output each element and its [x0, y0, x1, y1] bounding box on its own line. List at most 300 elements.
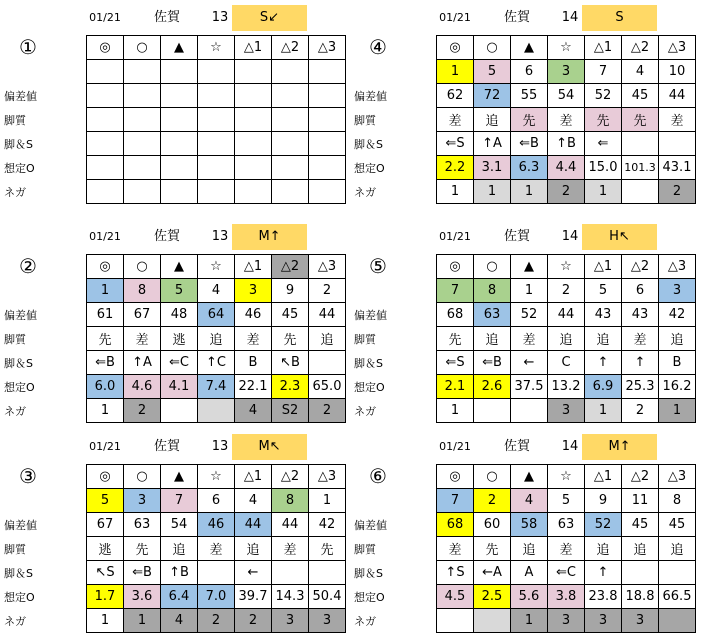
expected-odds-cell: 2.1 — [437, 375, 474, 399]
mark-header-cell: ◎ — [87, 36, 124, 60]
deviation-cell: 54 — [161, 513, 198, 537]
running-style-cell: 逃 — [87, 537, 124, 561]
row-label: 脚＆S — [4, 138, 33, 151]
mark-header-cell: △1 — [585, 255, 622, 279]
venue-name: 佐賀 — [503, 229, 530, 244]
row-label: 脚＆S — [4, 357, 33, 370]
expected-odds-cell: 4.6 — [124, 375, 161, 399]
negative-cell — [161, 180, 198, 204]
expected-odds-cell — [87, 156, 124, 180]
running-style-cell: 追 — [585, 537, 622, 561]
style-score-cell: ← — [235, 561, 272, 585]
horse-number-cell: 11 — [622, 489, 659, 513]
running-style-cell — [309, 108, 346, 132]
mark-header-cell: △1 — [235, 255, 272, 279]
running-style-cell: 差 — [124, 327, 161, 351]
horse-number-cell: 5 — [585, 279, 622, 303]
style-score-cell: ← — [511, 351, 548, 375]
prediction-panel — [354, 434, 726, 634]
expected-odds-cell — [235, 156, 272, 180]
negative-cell: 2 — [622, 399, 659, 423]
prediction-table — [436, 35, 696, 204]
expected-odds-cell: 25.3 — [622, 375, 659, 399]
deviation-cell: 63 — [124, 513, 161, 537]
horse-number-cell: 3 — [124, 489, 161, 513]
style-score-cell — [124, 132, 161, 156]
running-style-cell: 先 — [309, 537, 346, 561]
style-score-cell — [659, 132, 696, 156]
style-score-row — [87, 561, 346, 585]
style-score-row — [87, 132, 346, 156]
deviation-cell: 52 — [585, 513, 622, 537]
style-score-cell: ⇐B — [87, 351, 124, 375]
horse-number-cell: 2 — [548, 279, 585, 303]
negative-cell: 2 — [659, 180, 696, 204]
mark-header-cell: △1 — [235, 36, 272, 60]
negative-cell: 1 — [437, 180, 474, 204]
style-score-row — [437, 561, 696, 585]
mark-header-cell: △3 — [309, 255, 346, 279]
expected-odds-row — [437, 156, 696, 180]
deviation-cell: 54 — [548, 84, 585, 108]
row-label: 脚＆S — [354, 357, 383, 370]
style-score-cell: ⇐B — [474, 351, 511, 375]
style-score-cell: ↑S — [437, 561, 474, 585]
horse-number-cell: 7 — [585, 60, 622, 84]
style-score-cell: ⇐S — [437, 132, 474, 156]
horse-number-row — [437, 279, 696, 303]
horse-number-cell: 6 — [622, 279, 659, 303]
row-label: 偏差値 — [354, 519, 387, 532]
horse-number-cell — [198, 60, 235, 84]
running-style-cell — [87, 108, 124, 132]
running-style-cell: 差 — [511, 327, 548, 351]
style-score-cell: ⇐C — [161, 351, 198, 375]
style-score-cell: ↑ — [622, 351, 659, 375]
negative-cell — [622, 180, 659, 204]
expected-odds-cell: 4.1 — [161, 375, 198, 399]
negative-cell: 1 — [87, 609, 124, 633]
running-style-cell: 差 — [198, 537, 235, 561]
deviation-cell: 44 — [309, 303, 346, 327]
running-style-cell: 差 — [235, 327, 272, 351]
track-condition: S — [582, 5, 657, 31]
expected-odds-cell: 101.3 — [622, 156, 659, 180]
row-label: ネガ — [4, 405, 26, 418]
expected-odds-cell: 18.8 — [622, 585, 659, 609]
track-condition: M↑ — [232, 224, 307, 250]
expected-odds-cell: 39.7 — [235, 585, 272, 609]
negative-row — [87, 399, 346, 423]
expected-odds-cell — [309, 156, 346, 180]
race-number: 13 — [211, 10, 229, 25]
row-label: 脚質 — [354, 333, 376, 346]
row-label: 偏差値 — [4, 90, 37, 103]
running-style-cell — [161, 108, 198, 132]
running-style-cell: 追 — [585, 327, 622, 351]
horse-number-row — [87, 279, 346, 303]
mark-header-cell: ◎ — [437, 36, 474, 60]
expected-odds-cell: 43.1 — [659, 156, 696, 180]
row-label: 偏差値 — [4, 309, 37, 322]
venue-name: 佐賀 — [153, 10, 180, 25]
row-label: 偏差値 — [4, 519, 37, 532]
race-number: 14 — [561, 10, 579, 25]
horse-number-cell: 1 — [437, 60, 474, 84]
negative-cell: 2 — [198, 609, 235, 633]
row-label: 脚質 — [4, 543, 26, 556]
row-label: ネガ — [354, 405, 376, 418]
panel-number: ⑥ — [369, 464, 387, 488]
deviation-cell: 46 — [235, 303, 272, 327]
horse-number-cell: 6 — [511, 60, 548, 84]
running-style-cell: 追 — [474, 327, 511, 351]
mark-header-cell: ○ — [474, 465, 511, 489]
horse-number-cell — [87, 60, 124, 84]
horse-number-cell: 10 — [659, 60, 696, 84]
mark-header-cell: △3 — [309, 465, 346, 489]
race-date: 01/21 — [439, 230, 471, 243]
deviation-cell: 45 — [659, 513, 696, 537]
expected-odds-cell: 13.2 — [548, 375, 585, 399]
deviation-cell: 42 — [659, 303, 696, 327]
negative-cell — [198, 399, 235, 423]
horse-number-cell: 1 — [511, 279, 548, 303]
deviation-cell: 45 — [272, 303, 309, 327]
race-number: 13 — [211, 439, 229, 454]
deviation-cell: 45 — [622, 513, 659, 537]
horse-number-cell: 6 — [198, 489, 235, 513]
deviation-cell — [198, 84, 235, 108]
running-style-row — [87, 327, 346, 351]
venue-name: 佐賀 — [153, 229, 180, 244]
horse-number-cell — [235, 60, 272, 84]
horse-number-cell: 4 — [198, 279, 235, 303]
style-score-cell: ↖B — [272, 351, 309, 375]
prediction-table — [436, 254, 696, 423]
style-score-cell — [161, 132, 198, 156]
mark-header-cell: ▲ — [511, 465, 548, 489]
row-label: 想定O — [4, 162, 35, 175]
expected-odds-row — [87, 375, 346, 399]
venue-name: 佐賀 — [153, 439, 180, 454]
running-style-cell: 追 — [474, 108, 511, 132]
running-style-cell — [124, 108, 161, 132]
running-style-row — [437, 327, 696, 351]
style-score-cell: ↑A — [124, 351, 161, 375]
running-style-cell: 追 — [659, 537, 696, 561]
style-score-cell — [622, 132, 659, 156]
expected-odds-cell: 2.5 — [474, 585, 511, 609]
deviation-cell: 67 — [87, 513, 124, 537]
style-score-cell: B — [659, 351, 696, 375]
race-date: 01/21 — [89, 440, 121, 453]
deviation-cell — [161, 84, 198, 108]
style-score-cell — [309, 561, 346, 585]
horse-number-cell: 8 — [124, 279, 161, 303]
prediction-table — [86, 35, 346, 204]
prediction-panel — [354, 224, 726, 424]
negative-cell — [659, 609, 696, 633]
running-style-cell — [235, 108, 272, 132]
deviation-cell: 63 — [548, 513, 585, 537]
row-label: 偏差値 — [354, 90, 387, 103]
negative-cell: 2 — [309, 399, 346, 423]
track-condition: M↖ — [232, 434, 307, 460]
running-style-cell: 追 — [161, 537, 198, 561]
deviation-cell — [124, 84, 161, 108]
style-score-cell — [309, 351, 346, 375]
horse-number-cell: 3 — [548, 60, 585, 84]
row-label: 偏差値 — [354, 309, 387, 322]
expected-odds-cell: 3.1 — [474, 156, 511, 180]
mark-header-cell: ○ — [124, 255, 161, 279]
horse-number-cell: 3 — [659, 279, 696, 303]
mark-header-cell: △2 — [622, 255, 659, 279]
style-score-cell — [87, 132, 124, 156]
style-score-cell — [309, 132, 346, 156]
deviation-cell: 67 — [124, 303, 161, 327]
deviation-cell: 48 — [161, 303, 198, 327]
panel-number: ④ — [369, 35, 387, 59]
horse-number-cell: 1 — [87, 279, 124, 303]
negative-cell — [511, 399, 548, 423]
horse-number-cell: 5 — [474, 60, 511, 84]
horse-number-cell: 7 — [437, 489, 474, 513]
race-date: 01/21 — [89, 11, 121, 24]
mark-header-cell: ▲ — [161, 36, 198, 60]
negative-cell: 4 — [161, 609, 198, 633]
running-style-cell: 先 — [437, 327, 474, 351]
panel-number: ③ — [19, 464, 37, 488]
deviation-cell — [235, 84, 272, 108]
negative-cell — [474, 609, 511, 633]
row-label: 脚質 — [354, 543, 376, 556]
style-score-cell: B — [235, 351, 272, 375]
expected-odds-cell: 2.6 — [474, 375, 511, 399]
mark-header-cell: ▲ — [161, 465, 198, 489]
negative-cell: 1 — [124, 609, 161, 633]
expected-odds-cell: 6.4 — [161, 585, 198, 609]
mark-header-cell: ◎ — [87, 465, 124, 489]
style-score-cell: ⇐ — [585, 132, 622, 156]
running-style-cell: 先 — [124, 537, 161, 561]
expected-odds-row — [87, 156, 346, 180]
style-score-cell: ↑C — [198, 351, 235, 375]
expected-odds-cell: 65.0 — [309, 375, 346, 399]
deviation-cell: 52 — [585, 84, 622, 108]
negative-cell — [87, 180, 124, 204]
running-style-row — [437, 108, 696, 132]
mark-header-cell: ☆ — [548, 36, 585, 60]
negative-row — [437, 609, 696, 633]
running-style-cell: 追 — [511, 537, 548, 561]
deviation-cell: 44 — [548, 303, 585, 327]
row-label: ネガ — [4, 615, 26, 628]
expected-odds-cell: 6.9 — [585, 375, 622, 399]
running-style-cell: 追 — [235, 537, 272, 561]
negative-cell — [124, 180, 161, 204]
deviation-cell: 43 — [622, 303, 659, 327]
row-label: 脚質 — [4, 114, 26, 127]
expected-odds-cell: 50.4 — [309, 585, 346, 609]
race-date: 01/21 — [439, 11, 471, 24]
style-score-cell — [198, 132, 235, 156]
running-style-cell: 先 — [474, 537, 511, 561]
negative-cell: S2 — [272, 399, 309, 423]
horse-number-cell: 5 — [161, 279, 198, 303]
mark-header-cell: ☆ — [548, 465, 585, 489]
mark-header-cell: △1 — [235, 465, 272, 489]
running-style-cell: 先 — [585, 108, 622, 132]
horse-number-cell: 8 — [474, 279, 511, 303]
mark-header-row — [87, 255, 346, 279]
row-label: 脚質 — [354, 114, 376, 127]
style-score-cell: ↑A — [474, 132, 511, 156]
negative-cell: 4 — [235, 399, 272, 423]
horse-number-cell: 4 — [235, 489, 272, 513]
horse-number-cell: 5 — [548, 489, 585, 513]
mark-header-cell: ▲ — [511, 255, 548, 279]
horse-number-row — [437, 489, 696, 513]
deviation-cell: 60 — [474, 513, 511, 537]
row-label: 脚＆S — [4, 567, 33, 580]
mark-header-cell: ▲ — [161, 255, 198, 279]
style-score-cell: ⇐B — [124, 561, 161, 585]
negative-cell: 1 — [87, 399, 124, 423]
mark-header-row — [87, 36, 346, 60]
deviation-cell: 63 — [474, 303, 511, 327]
negative-row — [437, 399, 696, 423]
deviation-row — [87, 513, 346, 537]
style-score-cell: ↑ — [585, 351, 622, 375]
horse-number-cell — [272, 60, 309, 84]
style-score-row — [437, 351, 696, 375]
mark-header-cell: △3 — [659, 36, 696, 60]
deviation-row — [437, 84, 696, 108]
negative-cell: 3 — [309, 609, 346, 633]
negative-cell — [161, 399, 198, 423]
negative-cell: 1 — [474, 180, 511, 204]
prediction-panel — [4, 5, 376, 205]
running-style-cell — [272, 108, 309, 132]
deviation-cell: 44 — [235, 513, 272, 537]
horse-number-cell — [124, 60, 161, 84]
expected-odds-cell: 3.8 — [548, 585, 585, 609]
style-score-row — [437, 132, 696, 156]
mark-header-cell: ▲ — [511, 36, 548, 60]
deviation-cell — [87, 84, 124, 108]
style-score-cell — [198, 561, 235, 585]
mark-header-cell: △2 — [622, 36, 659, 60]
expected-odds-cell — [198, 156, 235, 180]
mark-header-cell: △2 — [272, 465, 309, 489]
expected-odds-cell: 16.2 — [659, 375, 696, 399]
expected-odds-row — [437, 375, 696, 399]
horse-number-row — [437, 60, 696, 84]
style-score-cell — [272, 561, 309, 585]
horse-number-cell: 3 — [235, 279, 272, 303]
row-label: 脚質 — [4, 333, 26, 346]
expected-odds-cell: 15.0 — [585, 156, 622, 180]
mark-header-cell: ☆ — [548, 255, 585, 279]
running-style-cell: 追 — [548, 327, 585, 351]
negative-row — [437, 180, 696, 204]
horse-number-cell — [161, 60, 198, 84]
row-label: 脚＆S — [354, 138, 383, 151]
mark-header-row — [437, 465, 696, 489]
negative-cell: 3 — [622, 609, 659, 633]
deviation-cell: 62 — [437, 84, 474, 108]
row-label: ネガ — [4, 186, 26, 199]
venue-name: 佐賀 — [503, 439, 530, 454]
prediction-table — [86, 254, 346, 423]
deviation-cell: 64 — [198, 303, 235, 327]
track-condition: H↖ — [582, 224, 657, 250]
expected-odds-cell: 5.6 — [511, 585, 548, 609]
style-score-cell — [659, 561, 696, 585]
expected-odds-cell: 7.4 — [198, 375, 235, 399]
horse-number-cell: 1 — [309, 489, 346, 513]
deviation-cell: 58 — [511, 513, 548, 537]
running-style-cell: 先 — [87, 327, 124, 351]
race-date: 01/21 — [89, 230, 121, 243]
deviation-cell: 61 — [87, 303, 124, 327]
running-style-cell: 差 — [548, 537, 585, 561]
style-score-cell: A — [511, 561, 548, 585]
style-score-cell — [622, 561, 659, 585]
mark-header-cell: △1 — [585, 465, 622, 489]
expected-odds-cell: 2.2 — [437, 156, 474, 180]
row-label: 想定O — [354, 381, 385, 394]
negative-cell — [309, 180, 346, 204]
negative-cell: 3 — [585, 609, 622, 633]
deviation-row — [437, 513, 696, 537]
running-style-cell: 差 — [659, 108, 696, 132]
style-score-cell: ←A — [474, 561, 511, 585]
horse-number-cell — [309, 60, 346, 84]
mark-header-row — [437, 255, 696, 279]
style-score-cell: ↑B — [161, 561, 198, 585]
deviation-cell: 68 — [437, 513, 474, 537]
expected-odds-cell: 37.5 — [511, 375, 548, 399]
expected-odds-row — [437, 585, 696, 609]
style-score-cell: C — [548, 351, 585, 375]
track-condition: S↙ — [232, 5, 307, 31]
negative-cell — [474, 399, 511, 423]
negative-cell: 3 — [548, 609, 585, 633]
horse-number-cell: 4 — [622, 60, 659, 84]
deviation-row — [87, 303, 346, 327]
deviation-cell: 44 — [659, 84, 696, 108]
horse-number-cell: 5 — [87, 489, 124, 513]
row-label: ネガ — [354, 186, 376, 199]
negative-cell: 1 — [437, 399, 474, 423]
horse-number-cell: 2 — [309, 279, 346, 303]
expected-odds-cell: 14.3 — [272, 585, 309, 609]
expected-odds-cell — [124, 156, 161, 180]
running-style-row — [437, 537, 696, 561]
mark-header-cell: △1 — [585, 36, 622, 60]
mark-header-row — [87, 465, 346, 489]
deviation-cell — [272, 84, 309, 108]
mark-header-row — [437, 36, 696, 60]
negative-cell: 2 — [235, 609, 272, 633]
expected-odds-cell: 66.5 — [659, 585, 696, 609]
expected-odds-cell: 6.3 — [511, 156, 548, 180]
negative-cell: 3 — [548, 399, 585, 423]
deviation-cell: 55 — [511, 84, 548, 108]
